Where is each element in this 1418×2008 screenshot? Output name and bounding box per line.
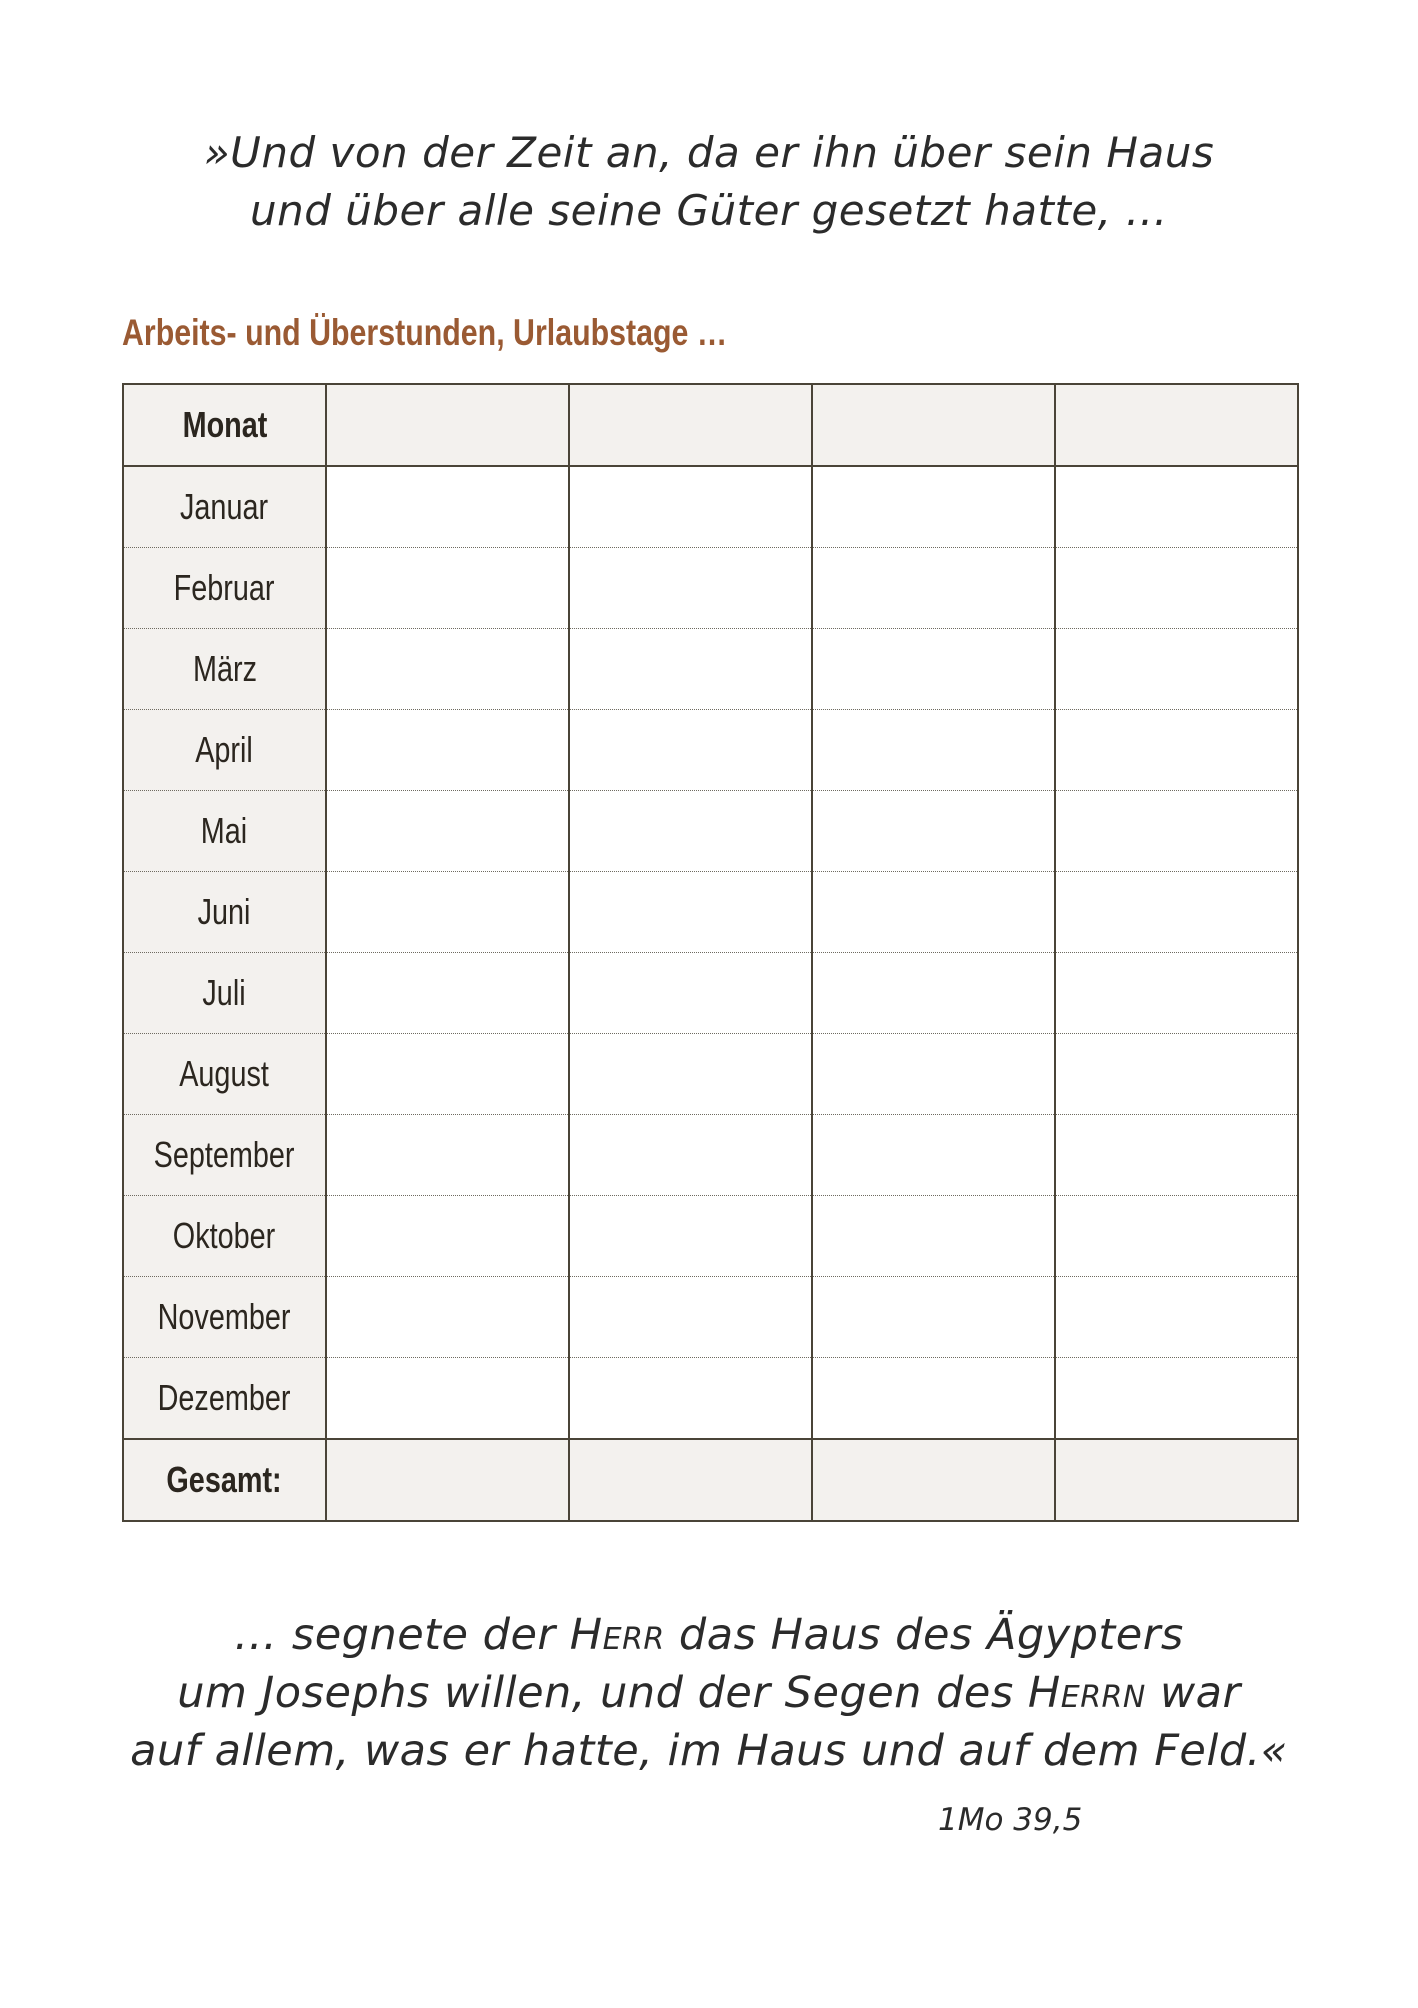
month-row [123, 1034, 1298, 1115]
hours-table [122, 383, 1299, 1522]
bible-reference: 1Mo 39,5 [938, 1802, 1083, 1838]
entry-cell[interactable] [1055, 710, 1298, 791]
opening-quote-line-2: und über alle seine Güter gesetzt hatte, … [250, 186, 1168, 235]
month-row [123, 791, 1298, 872]
entry-cell[interactable] [326, 1034, 569, 1115]
header-cell[interactable] [812, 384, 1055, 466]
month-label-cell: Dezember [123, 1358, 326, 1440]
entry-cell[interactable] [569, 1358, 812, 1440]
month-label-cell: Februar [123, 548, 326, 629]
entry-cell[interactable] [1055, 629, 1298, 710]
entry-cell[interactable] [326, 548, 569, 629]
entry-cell[interactable] [326, 791, 569, 872]
month-label-cell: März [123, 629, 326, 710]
month-row [123, 1115, 1298, 1196]
entry-cell[interactable] [569, 466, 812, 548]
month-label-cell: Juni [123, 872, 326, 953]
month-row [123, 1277, 1298, 1358]
month-label-cell: November [123, 1277, 326, 1358]
entry-cell[interactable] [812, 791, 1055, 872]
entry-cell[interactable] [812, 1196, 1055, 1277]
month-row [123, 872, 1298, 953]
month-row [123, 548, 1298, 629]
table-header-row [123, 384, 1298, 466]
entry-cell[interactable] [569, 953, 812, 1034]
entry-cell[interactable] [326, 1358, 569, 1440]
entry-cell[interactable] [569, 1034, 812, 1115]
month-row [123, 710, 1298, 791]
header-cell[interactable] [1055, 384, 1298, 466]
entry-cell[interactable] [812, 466, 1055, 548]
entry-cell[interactable] [1055, 548, 1298, 629]
entry-cell[interactable] [326, 466, 569, 548]
month-row [123, 953, 1298, 1034]
total-entry-cell[interactable] [1055, 1439, 1298, 1521]
entry-cell[interactable] [569, 710, 812, 791]
entry-cell[interactable] [812, 1277, 1055, 1358]
entry-cell[interactable] [1055, 1277, 1298, 1358]
month-row [123, 629, 1298, 710]
total-entry-cell[interactable] [326, 1439, 569, 1521]
month-row [123, 466, 1298, 548]
entry-cell[interactable] [569, 791, 812, 872]
month-row [123, 1196, 1298, 1277]
entry-cell[interactable] [326, 1115, 569, 1196]
entry-cell[interactable] [1055, 1115, 1298, 1196]
entry-cell[interactable] [326, 872, 569, 953]
entry-cell[interactable] [569, 1196, 812, 1277]
month-label-cell: April [123, 710, 326, 791]
opening-quote-line-1: »Und von der Zeit an, da er ihn über sein Haus [203, 128, 1215, 177]
entry-cell[interactable] [569, 1277, 812, 1358]
closing-quote-line-3: auf allem, was er hatte, im Haus und auf dem Feld.« [130, 1726, 1288, 1776]
header-cell[interactable] [569, 384, 812, 466]
month-label-cell: Gesamt: [123, 1439, 326, 1521]
entry-cell[interactable] [326, 710, 569, 791]
month-label-cell: Januar [123, 466, 326, 548]
closing-quote [0, 1606, 1418, 1780]
header-cell[interactable] [326, 384, 569, 466]
month-label-cell: August [123, 1034, 326, 1115]
entry-cell[interactable] [1055, 872, 1298, 953]
entry-cell[interactable] [812, 710, 1055, 791]
entry-cell[interactable] [812, 1358, 1055, 1440]
entry-cell[interactable] [569, 548, 812, 629]
entry-cell[interactable] [569, 1115, 812, 1196]
entry-cell[interactable] [812, 953, 1055, 1034]
entry-cell[interactable] [1055, 466, 1298, 548]
month-column-header: Monat [123, 384, 326, 466]
entry-cell[interactable] [812, 1115, 1055, 1196]
month-label-cell: Oktober [123, 1196, 326, 1277]
total-entry-cell[interactable] [569, 1439, 812, 1521]
entry-cell[interactable] [812, 629, 1055, 710]
opening-quote [0, 124, 1418, 240]
entry-cell[interactable] [326, 953, 569, 1034]
entry-cell[interactable] [569, 872, 812, 953]
entry-cell[interactable] [326, 1277, 569, 1358]
entry-cell[interactable] [326, 1196, 569, 1277]
total-row [123, 1439, 1298, 1521]
entry-cell[interactable] [812, 1034, 1055, 1115]
entry-cell[interactable] [1055, 1034, 1298, 1115]
entry-cell[interactable] [1055, 1358, 1298, 1440]
entry-cell[interactable] [1055, 1196, 1298, 1277]
entry-cell[interactable] [569, 629, 812, 710]
month-label-cell: Mai [123, 791, 326, 872]
entry-cell[interactable] [1055, 791, 1298, 872]
entry-cell[interactable] [326, 629, 569, 710]
entry-cell[interactable] [1055, 953, 1298, 1034]
entry-cell[interactable] [812, 872, 1055, 953]
closing-quote-line-1: … segnete der Herr das Haus des Ägypters [234, 1610, 1184, 1660]
month-label-cell: Juli [123, 953, 326, 1034]
closing-quote-line-2: um Josephs willen, und der Segen des Herrn war [177, 1668, 1241, 1718]
month-row [123, 1358, 1298, 1440]
section-heading: Arbeits- und Überstunden, Urlaubstage … [122, 312, 728, 353]
total-entry-cell[interactable] [812, 1439, 1055, 1521]
month-label-cell: September [123, 1115, 326, 1196]
entry-cell[interactable] [812, 548, 1055, 629]
